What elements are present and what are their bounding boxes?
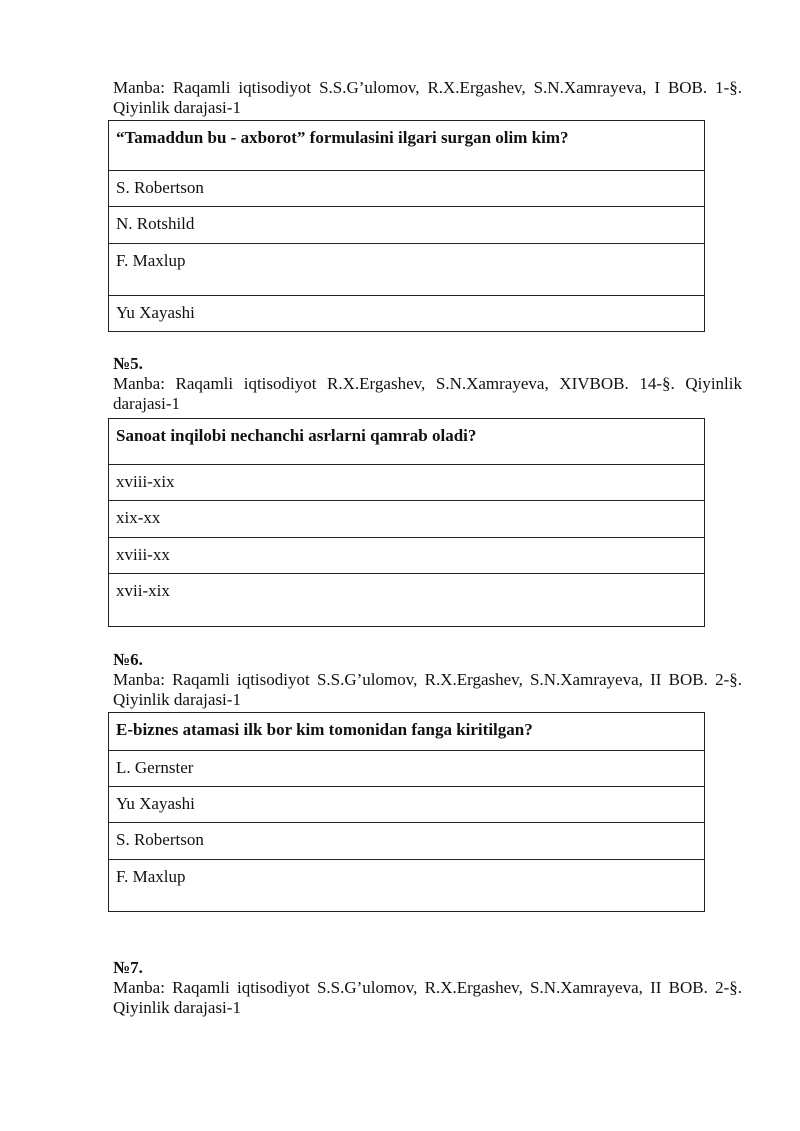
- question-block-6-header: [113, 650, 742, 710]
- answer-option: F. Maxlup: [109, 860, 705, 912]
- question-number: №6.: [113, 650, 143, 669]
- source-text: Manba: Raqamli iqtisodiyot S.S.G’ulomov, R.X.Ergashev, S.N.Xamrayeva, II BOB. 2-§. Qiyinlik darajasi-1: [113, 978, 742, 1017]
- source-text: Manba: Raqamli iqtisodiyot S.S.G’ulomov, R.X.Ergashev, S.N.Xamrayeva, I BOB. 1-§. Qiyinlik darajasi-1: [113, 78, 742, 117]
- answer-option: Yu Xayashi: [109, 296, 705, 332]
- question-table-5: [108, 418, 705, 627]
- question-text: E-biznes atamasi ilk bor kim tomonidan fanga kiritilgan?: [109, 713, 705, 751]
- question-block-1-source: [113, 78, 742, 118]
- answer-option: N. Rotshild: [109, 207, 705, 244]
- answer-option: S. Robertson: [109, 823, 705, 860]
- question-table-1: [108, 120, 705, 332]
- question-number: №5.: [113, 354, 143, 373]
- question-block-5-header: [113, 354, 742, 414]
- question-text: “Tamaddun bu - axborot” formulasini ilgari surgan olim kim?: [109, 121, 705, 171]
- question-number: №7.: [113, 958, 143, 977]
- answer-option: Yu Xayashi: [109, 787, 705, 823]
- source-text: Manba: Raqamli iqtisodiyot R.X.Ergashev, S.N.Xamrayeva, XIVBOB. 14-§. Qiyinlik darajasi-1: [113, 374, 742, 413]
- answer-option: xix-xx: [109, 501, 705, 538]
- question-block-7-header: [113, 958, 742, 1018]
- answer-option: L. Gernster: [109, 751, 705, 787]
- source-text: Manba: Raqamli iqtisodiyot S.S.G’ulomov, R.X.Ergashev, S.N.Xamrayeva, II BOB. 2-§. Qiyinlik darajasi-1: [113, 670, 742, 709]
- answer-option: xviii-xix: [109, 465, 705, 501]
- question-text: Sanoat inqilobi nechanchi asrlarni qamrab oladi?: [109, 419, 705, 465]
- answer-option: xviii-xx: [109, 538, 705, 574]
- answer-option: F. Maxlup: [109, 244, 705, 296]
- question-table-6: [108, 712, 705, 912]
- answer-option: S. Robertson: [109, 171, 705, 207]
- answer-option: xvii-xix: [109, 574, 705, 627]
